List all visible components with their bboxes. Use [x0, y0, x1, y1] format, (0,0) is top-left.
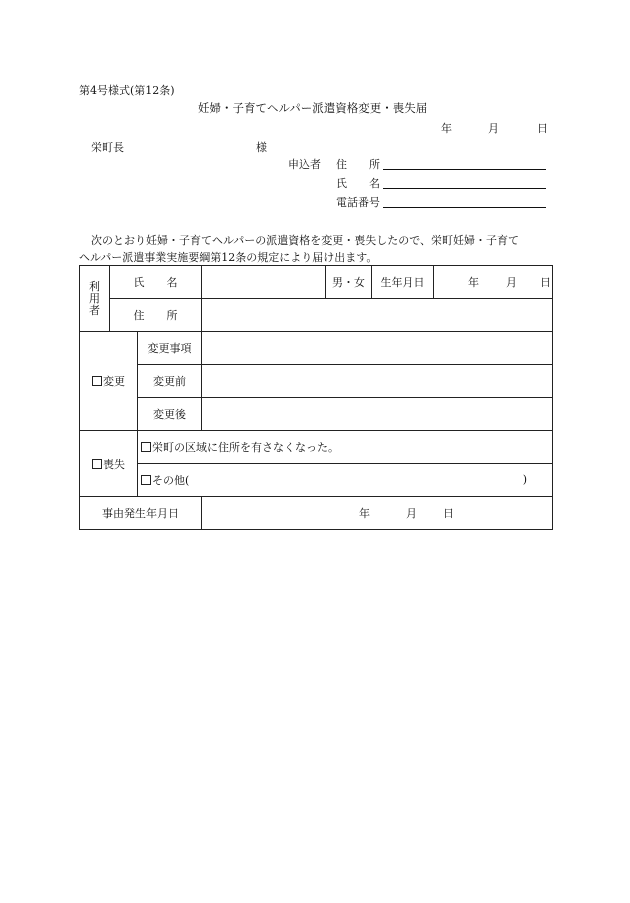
- birth-day-label: 日: [540, 276, 551, 289]
- applicant-address-field[interactable]: [383, 157, 546, 170]
- loss-option-moved-checkbox[interactable]: [141, 442, 151, 452]
- loss-option-moved[interactable]: [138, 431, 553, 464]
- birthdate-label: 生年月日: [372, 266, 434, 299]
- application-table: [79, 265, 553, 530]
- applicant-name-field[interactable]: [383, 176, 546, 189]
- user-label: 利用者: [89, 279, 100, 317]
- sex-selector[interactable]: 男・女: [326, 266, 372, 299]
- form-title: 妊婦・子育てヘルパー派遣資格変更・喪失届: [198, 101, 428, 115]
- change-after-input[interactable]: [202, 398, 553, 431]
- loss-option-moved-label: 栄町の区域に住所を有さなくなった。: [152, 441, 339, 454]
- birthdate-input[interactable]: [434, 266, 553, 299]
- birth-month-label: 月: [506, 276, 517, 289]
- applicant-label: 申込者: [288, 158, 321, 171]
- user-address-label: 住 所: [110, 299, 202, 332]
- user-label-cell: [80, 266, 110, 332]
- occurrence-date-label: 事由発生年月日: [80, 497, 202, 530]
- user-name-input[interactable]: [202, 266, 326, 299]
- occurrence-date-input[interactable]: [202, 497, 553, 530]
- user-name-label: 氏 名: [110, 266, 202, 299]
- applicant-name-label: 氏 名: [336, 177, 380, 190]
- date-year-label: 年: [441, 122, 452, 135]
- addressee-honorific: 様: [256, 141, 267, 154]
- loss-option-other-checkbox[interactable]: [141, 475, 151, 485]
- intro-line-1: 次のとおり妊婦・子育てヘルパーの派遣資格を変更・喪失したので、栄町妊婦・子育て: [91, 234, 520, 247]
- intro-line-2: ヘルパー派遣事業実施要綱第12条の規定により届け出ます。: [79, 251, 378, 264]
- occurrence-day-label: 日: [443, 507, 454, 520]
- change-before-label: 変更前: [138, 365, 202, 398]
- loss-option-other-label: その他(: [152, 474, 190, 487]
- change-after-label: 変更後: [138, 398, 202, 431]
- occurrence-year-label: 年: [359, 507, 370, 520]
- change-label: 変更: [103, 375, 125, 388]
- birth-year-label: 年: [468, 276, 479, 289]
- applicant-phone-label: 電話番号: [336, 196, 380, 209]
- loss-option-other[interactable]: [138, 464, 553, 497]
- change-checkbox-cell[interactable]: [80, 332, 138, 431]
- loss-label: 喪失: [103, 457, 125, 471]
- loss-checkbox-cell[interactable]: [80, 431, 138, 497]
- applicant-address-label: 住 所: [336, 158, 380, 171]
- user-address-input[interactable]: [202, 299, 553, 332]
- change-items-label: 変更事項: [138, 332, 202, 365]
- loss-checkbox[interactable]: [92, 459, 102, 469]
- addressee-name: 栄町長: [91, 141, 124, 154]
- occurrence-month-label: 月: [406, 507, 417, 520]
- date-month-label: 月: [488, 122, 499, 135]
- form-number: 第4号様式(第12条): [79, 84, 175, 97]
- date-day-label: 日: [537, 122, 548, 135]
- applicant-phone-field[interactable]: [383, 195, 546, 208]
- change-items-input[interactable]: [202, 332, 553, 365]
- change-checkbox[interactable]: [92, 376, 102, 386]
- loss-option-other-close: ): [522, 473, 527, 486]
- change-before-input[interactable]: [202, 365, 553, 398]
